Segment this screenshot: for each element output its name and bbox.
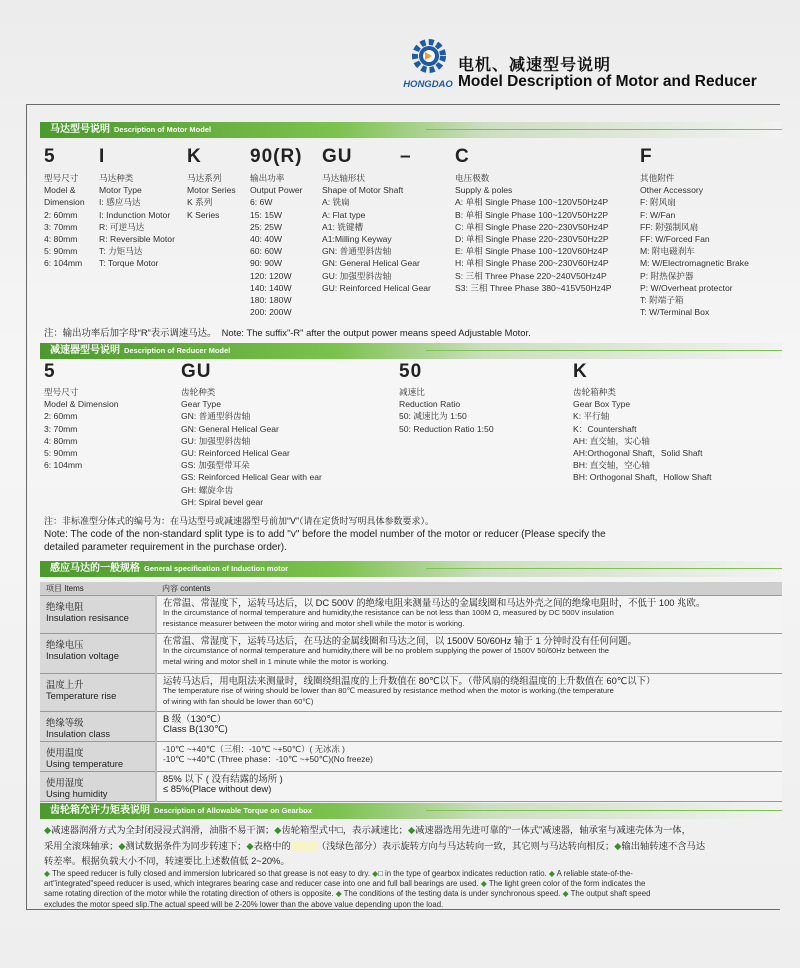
torque-notes-cn: ◆减速器润滑方式为全封闭浸浸式润滑，油脂不易干涸；◆齿轮箱型式中□，表示减速比；◆减速器选用先进可靠的“一体式”减速器，轴承室与减速壳体为一体， 采用全滚珠轴承；◆测试数据条件为同步转速下；◆表格中的 （浅绿色部分）表示旋转方向与马达转向一致，其它则与马达转向相反；◆输出轴转速不含马达 转差率。根据负载大小不同，转速要比上述数值低 2~20%。: [44, 825, 706, 866]
reducer-size-list: 型号尺寸 Model & Dimension 2: 60mm 3: 70mm 4: 80mm 5: 90mm 6: 104mm: [44, 387, 119, 471]
table-row: 使用湿度 Using humidity 85% 以下 ( 没有结露的场所 ) ≤ 85%(Place without dew): [40, 772, 782, 802]
spec-section-bar: [40, 561, 782, 577]
torque-section-bar: [40, 803, 782, 819]
hongdao-logo: [398, 34, 458, 90]
reducer-gear-list: 齿轮种类 Gear Type GN: 普通型斜齿轴 GN: General Helical Gear GU: 加强型斜齿轴 GU: Reinforced Helical Gear GS: 加强型带耳朵 GS: Reinforced Helical Gear with ear GH: 螺旋伞齿 GH: Spiral bevel gear: [181, 387, 322, 507]
motor-shaft-list: 马达轴形状 Shape of Motor Shaft A: 铣扁 A: Flat type A1: 铣键槽 A1:Milling Keyway GN: 普通型斜齿轴 GN: General Helical Gear GU: 加强型斜齿轴 GU: Reinforced Helical Gear: [322, 173, 431, 293]
reducer-section-title-cn: 减速器型号说明: [50, 345, 120, 356]
motor-code-dash: –: [400, 146, 412, 167]
motor-power-list: 输出功率 Output Power 6: 6W 15: 15W 25: 25W 40: 40W 60: 60W 90: 90W 120: 120W 140: 140W 180: 180W 200: 200W: [250, 173, 303, 318]
motor-code-type: I: [99, 146, 106, 167]
page-title-cn: 电机、减速型号说明: [458, 57, 612, 74]
torque-section-title-cn: 齿轮箱允许力矩表说明: [50, 805, 150, 816]
table-row: 绝缘电阻 Insulation resisance 在常温、常湿度下，运转马达后，以 DC 500V 的绝缘电阻来测量马达的金属线圈和马达外壳之间的绝缘电阻时，不低于 100 兆欧。 In the circumstance of normal temperature and humidity,the resistance can be not less than 100M Ω, measured by DC 500V insulation resistance measurer between the motor wiring and motor shell while the motor is working.: [40, 596, 782, 634]
spec-section-title-en: General specification of Induction motor: [144, 564, 289, 573]
reducer-code-ratio: 50: [399, 361, 423, 382]
motor-supply-list: 电压极数 Supply & poles A: 单相 Single Phase 100~120V50Hz4P B: 单相 Single Phase 100~120V50Hz2P C: 单相 Single Phase 220~230V50Hz4P D: 单相 Single Phase 220~230V50Hz2P E: 单相 Single Phase 100~120V60Hz4P H: 单相 Single Phase 200~230V60Hz4P S: 三相 Three Phase 220~240V50Hz4P S3: 三相 Three Phase 380~415V50Hz4P: [455, 173, 612, 293]
table-row: 温度上升 Temperature rise 运转马达后，用电阻法来测量时，线圈绕组温度的上升数值在 80℃以下。（带风扇的绕组温度的上升数值在 60℃以下） The temperature rise of wiring should be lower than 80℃ measured by resistance method when the motor is working.(the temperature of wiring with fan should be lower than 60℃): [40, 674, 782, 712]
reducer-code-box: K: [573, 361, 588, 382]
reducer-section-bar: [40, 343, 782, 359]
table-row: 使用温度 Using temperature -10℃ ~+40℃（三相：-10℃ ~+50℃）( 无冰冻 ) -10℃ ~+40℃ (Three phase：-10℃ ~+50℃)(No freeze): [40, 742, 782, 772]
bullet-icon: ◆: [44, 825, 52, 835]
reducer-ratio-list: 减速比 Reduction Ratio 50: 减速比为 1:50 50: Reduction Ratio 1:50: [399, 387, 494, 434]
reducer-code-gear: GU: [181, 361, 212, 382]
reducer-code-size: 5: [44, 361, 56, 382]
light-green-swatch: [291, 842, 317, 851]
reducer-section-title-en: Description of Reducer Model: [124, 346, 231, 355]
reducer-note-en: Note: The code of the non-standard split type is to add "v" before the model number of the motor or reducer (Please specify the detailed parameter requirement in the purchase order).: [44, 529, 606, 553]
motor-section-title-cn: 马达型号说明: [50, 124, 110, 135]
torque-notes-en: ◆ The speed reducer is fully closed and immersion lubricared so that grease is not easy to dry. ◆□ in the type of gearbox indicates reduction ratio. ◆ A reliable state-of-the- art"integrated"speed reducer is used, which integrares bearing case and reducer case into one and full ball bearings are used. ◆ The light green color of the form indicates the same rotating direction of the motor while the rotating direction of others is opposite. ◆ The conditions of the testing data is under synchronous speed. ◆ The output shaft speed excludes the motor speed slip.The actual speed will be 2-20% lower than the above value depending upon the load.: [44, 869, 651, 909]
motor-code-power: 90(R): [250, 146, 303, 167]
header-items: 项目 Items: [40, 582, 156, 596]
table-row: 绝缘电压 Insulation voltage 在常温、常湿度下，运转马达后，在马达的金属线圈和马达之间，以 1500V 50/60Hz 输于 1 分钟时没有任何问题。 In the circumstance of normal temperature and humidity,there will be no problem supplying the power of 1500V 50/60Hz between the metal wiring and motor shell in 1 minute while the motor is working.: [40, 634, 782, 674]
torque-section-title-en: Description of Allowable Torque on Gearbox: [154, 806, 312, 815]
motor-section-title-en: Description of Motor Model: [114, 125, 212, 134]
spec-table: [40, 582, 782, 802]
motor-code-size: 5: [44, 146, 56, 167]
motor-size-list: 型号尺寸 Model & Dimension 2: 60mm 3: 70mm 4: 80mm 5: 90mm 6: 104mm: [44, 173, 85, 269]
motor-code-accessory: F: [640, 146, 653, 167]
logo-text: HONGDAO: [403, 79, 453, 90]
motor-section-bar: [40, 122, 782, 138]
reducer-box-list: 齿轮箱种类 Gear Box Type K: 平行轴 K：Countershaft AH: 直交轴，实心轴 AH:Orthogonal Shaft，Solid Shaft BH: 直交轴，空心轴 BH: Orthogonal Shaft，Hollow Shaft: [573, 387, 712, 483]
motor-code-supply: C: [455, 146, 470, 167]
page-title-en: Model Description of Motor and Reducer: [458, 73, 757, 90]
motor-note: 注：输出功率后加字母“R”表示调速马达。 Note: The suffix"-R" after the output power means speed Adjustable Motor.: [44, 327, 531, 338]
motor-type-list: 马达种类 Motor Type I: 感应马达 I: Indunction Motor R: 可逆马达 R: Reversible Motor T: 力矩马达 T: Torque Motor: [99, 173, 175, 269]
motor-accessory-list: 其他附件 Other Accessory F: 附风扇 F: W/Fan FF: 附强制风扇 FF: W/Forced Fan M: 附电磁刹车 M: W/Electromagnetic Brake P: 附热保护器 P: W/Overheat protector T: 附端子箱 T: W/Terminal Box: [640, 173, 749, 318]
motor-series-list: 马达系列 Motor Series K 系列 K Series: [187, 173, 236, 220]
gear-icon: [415, 42, 443, 70]
spec-section-title-cn: 感应马达的一般规格: [50, 563, 140, 574]
motor-code-shaft: GU: [322, 146, 353, 167]
table-row: 绝缘等级 Insulation class B 级（130℃） Class B(130℃): [40, 712, 782, 742]
reducer-note-cn: 注：非标准型分体式的编号为：在马达型号或减速器型号前加“V”（请在定货时写明具体参数要求）。: [44, 516, 434, 526]
header-contents: 内容 contents: [156, 582, 782, 596]
motor-code-series: K: [187, 146, 202, 167]
spec-table-header: [40, 582, 782, 596]
